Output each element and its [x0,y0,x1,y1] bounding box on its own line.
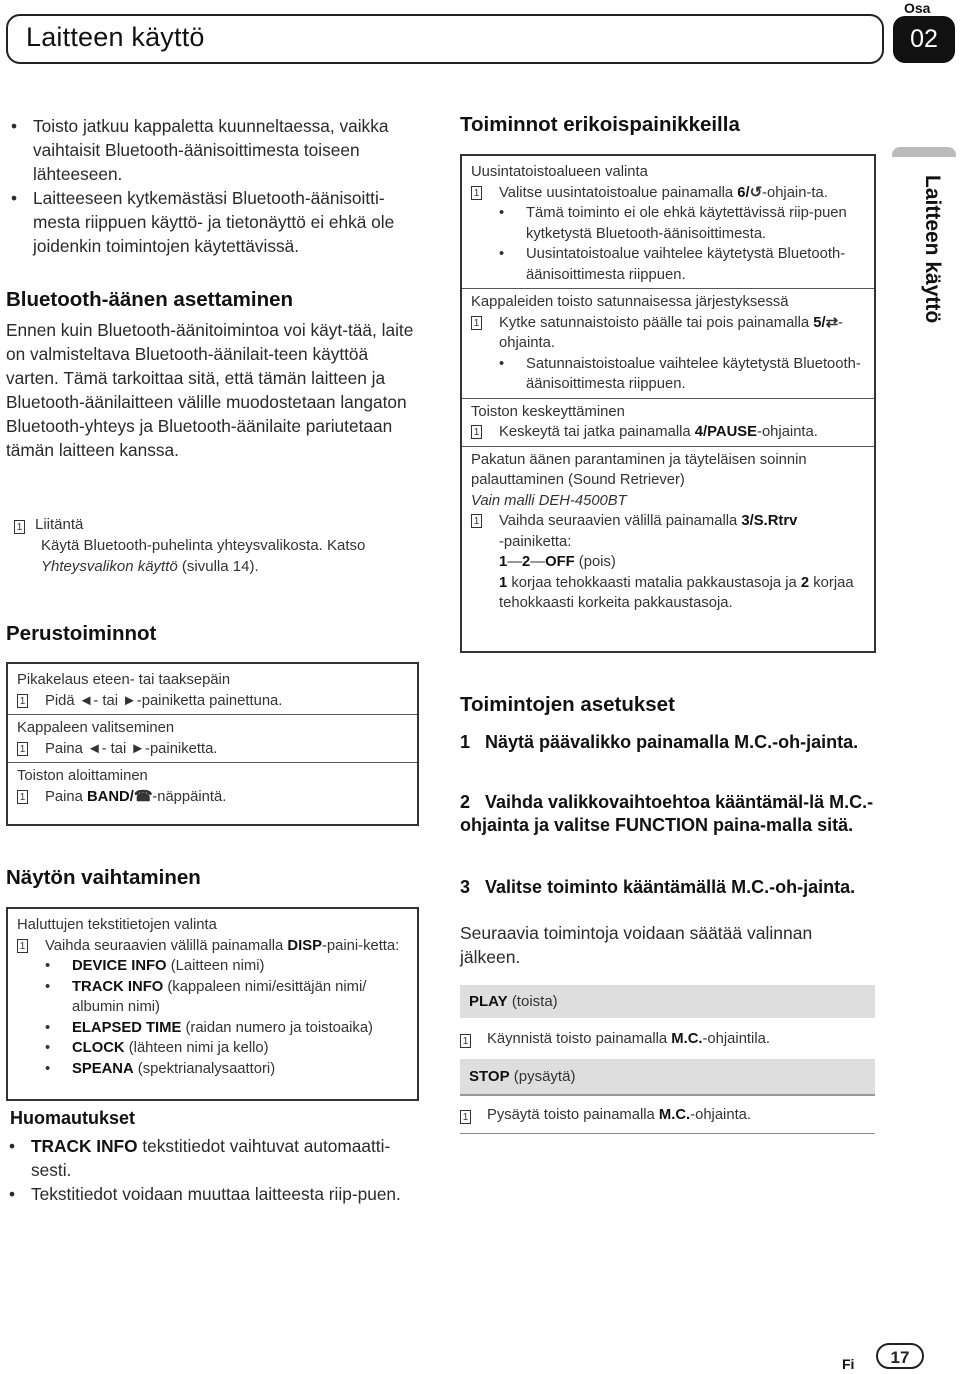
note-key: TRACK INFO [31,1136,138,1156]
step-number: 1 [460,1034,471,1048]
connection-menu-link[interactable]: Yhteysvalikon käyttö [41,558,178,575]
note-item [6,1134,426,1182]
display-mode-list [17,956,417,1079]
random-step-text: Kytke satunnaistoisto päälle tai pois painamalla [499,314,810,331]
stop-desc: (pysäytä) [513,1068,576,1085]
stop-step-suffix: -ohjainta. [690,1107,752,1123]
display-mode-item [45,956,417,977]
shuffle-icon: ⇄ [825,314,838,331]
play-step-text: Käynnistä toisto painamalla [487,1031,668,1047]
sr-step-suffix: -painiketta: [499,533,572,550]
step-text: Vaihda valikkovaihtoehtoa kääntämäl-lä M.C.-ohjainta ja valitse FUNCTION paina-malla sitä. [460,792,874,835]
step-number: 1 [14,520,25,534]
play-step [460,1026,875,1056]
sr-desc-text: korjaa tehokkaasti korkeita pakkaustasoja. [499,574,854,611]
play-start-heading: Toiston aloittaminen [17,768,148,784]
sr-desc-number: 1 [499,574,508,591]
track-select-heading: Kappaleen valitseminen [17,720,175,736]
bluetooth-audio-paragraph: Ennen kuin Bluetooth-äänitoimintoa voi käyt-tää, laite on valmisteltava Bluetooth-äänilait-teen käyttöä varten. Tämä tarkoittaa sitä, että tämän laitteen ja Bluetooth-äänilaitteen välille muodostetaan langaton Bluetooth-yhteys ja Bluetooth-äänilaite pariutetaan tämän laitteen kanssa. [6,320,414,460]
display-change-heading: Näytön vaihtaminen [6,866,201,889]
step-number: 3 [460,877,471,897]
step-number: 1 [460,1110,471,1124]
side-tab-label: Laitteen käyttö [921,175,944,324]
band-key-label: BAND/ [86,788,134,805]
disp-step-suffix: -paini-ketta: [321,937,400,954]
display-mode-desc: (Laitteen nimi) [170,958,265,974]
display-mode-item [45,1059,417,1080]
repeat-notes [471,203,874,285]
repeat-key-label: 6/ [737,184,750,201]
display-change-box [6,907,419,1101]
function-settings-heading: Toimintojen asetukset [460,693,675,716]
note-item [6,1182,426,1206]
repeat-icon: ↺ [749,184,763,201]
bluetooth-audio-heading: Bluetooth-äänen asettaminen [6,288,294,311]
random-note: • Satunnaistoistoalue vaihtelee käytetystä Bluetooth-äänisoittimesta riippuen. [499,354,874,395]
pause-step-text: Keskeytä tai jatka painamalla [499,424,691,440]
play-start-step-text: Paina [45,788,83,805]
play-option-bar [460,985,875,1018]
settings-step-3-desc: Seuraavia toimintoja voidaan säätää valinnan jälkeen. [460,923,813,967]
section-label: Osa [904,0,931,16]
display-mode-key: TRACK INFO [72,978,164,995]
fast-forward-heading: Pikakelaus eteen- tai taaksepäin [17,672,231,688]
sound-retriever-model: Vain malli DEH-4500BT [471,492,627,509]
sr-step-text: Vaihda seuraavien välillä painamalla [499,513,738,529]
connection-step [14,514,424,577]
play-desc: (toista) [511,993,558,1010]
step-text: Valitse toiminto kääntämällä M.C.-oh-jainta. [485,877,856,897]
step-number: 1 [17,790,28,804]
sound-retriever-heading: Pakatun äänen parantaminen ja täyteläisen soinnin palauttaminen (Sound Retriever) [471,451,807,488]
intro-bullet: • Laitteeseen kytkemästäsi Bluetooth-äänisoitti-mesta riippuen käyttö- ja tietonäyttö ei ehkä ole joidenkin toimintojen käytettävissä. [8,186,423,258]
repeat-step-suffix: -ohjain-ta. [762,184,828,201]
play-key: PLAY [469,993,508,1010]
random-step-suffix: -ohjainta. [499,314,843,351]
page-title: Laitteen käyttö [26,22,205,52]
step-number: 2 [460,792,471,812]
sr-key-label: 3/S.Rtrv [741,513,798,529]
basic-functions-box [6,662,419,826]
track-select-step: Paina ◄- tai ►-painiketta. [45,740,218,757]
random-heading: Kappaleiden toisto satunnaisessa järjestyksessä [471,294,789,310]
random-notes [471,354,874,395]
display-mode-key: CLOCK [72,1040,125,1056]
sr-value-desc: (pois) [578,554,616,570]
display-mode-item [45,977,417,1018]
connection-page-ref: (sivulla 14). [181,558,259,575]
stop-bar-underline [460,1094,875,1096]
sr-value: OFF [545,554,575,570]
stop-step-text: Pysäytä toisto painamalla [487,1107,655,1123]
settings-step-1 [460,731,880,754]
step-number: 1 [471,186,482,200]
step-number: 1 [17,742,28,756]
display-mode-key: ELAPSED TIME [72,1019,182,1036]
play-step-suffix: -ohjaintila. [702,1031,770,1047]
repeat-note: • Uusintatoistoalue vaihtelee käytetystä Bluetooth-äänisoittimesta riippuen. [499,244,874,285]
random-key-label: 5/ [813,314,826,331]
repeat-heading: Uusintatoistoalueen valinta [471,164,648,180]
stop-key: STOP [469,1068,510,1085]
page-number: 17 [876,1343,924,1369]
display-mode-desc: (kappaleen nimi/esittäjän nimi/ albumin nimi) [72,978,367,1015]
disp-step-text: Vaihda seuraavien välillä painamalla [45,937,284,954]
sr-desc-text: korjaa tehokkaasti matalia pakkaustasoja ja [511,574,797,591]
phone-icon: ☎ [133,788,153,805]
text-info-heading: Haluttujen tekstitietojen valinta [17,917,217,933]
sr-value: 1 [499,554,508,570]
step-number: 1 [471,316,482,330]
display-mode-item [45,1038,417,1059]
play-step-key: M.C. [671,1031,703,1047]
note-text: tekstitiedot vaihtuvat automaatti-sesti. [31,1136,391,1180]
pause-heading: Toiston keskeyttäminen [471,403,625,420]
connection-label: Liitäntä [35,516,84,533]
intro-bullet: • Toisto jatkuu kappaletta kuunneltaessa, vaikka vaihtaisit Bluetooth-äänisoittimesta toiseen lähteeseen. [8,114,423,186]
step-number: 1 [460,732,471,752]
step-number: 1 [17,694,28,708]
settings-step-2 [460,791,880,837]
step-number: 1 [17,939,28,953]
language-code: Fi [842,1356,855,1372]
display-mode-key: DEVICE INFO [72,958,167,974]
play-start-step-suffix: -näppäintä. [152,788,227,805]
sr-desc-number: 2 [800,574,810,591]
notes-heading: Huomautukset [10,1108,136,1128]
special-buttons-box: Uusintatoistoalueen valinta 1 Valitse uusintatoistoalue painamalla 6/↺-ohjain-ta. • Tämä toiminto ei ole ehkä käytettävissä riip-puen kytketystä Bluetooth-äänisoittimesta. • Uusintatoistoalue vaihtelee käytetystä Bluetooth-äänisoittimesta riippuen. Kappaleiden toisto satunnaisessa järjestyksessä 1 Kytke satunnaistoisto päälle tai pois painamalla 5/⇄-ohjainta. • Satunnaistoistoalue vaihtelee käytetystä Bluetooth-äänisoittimesta riippuen. Toiston keskeyttäminen 1 Keskeytä tai jatka painamalla 4/PAUSE-ohjainta. Pakatun äänen parantaminen ja täyteläisen soinnin palauttaminen (Sound Retriever) Vain malli DEH-4500BT 1 Vaihda seuraavien välillä painamalla 3/S.Rtrv -painiketta: 1—2—OFF (pois) 1 korjaa tehokkaasti matalia pakkaustasoja ja 2 korjaa tehokkaasti korkeita pakkaustasoja. [460,154,876,653]
pause-key-label: 4/PAUSE [694,424,758,440]
note-text: Tekstitiedot voidaan muuttaa laitteesta riip-puen. [31,1184,401,1204]
settings-step-3 [460,876,880,899]
notes-list [6,1134,426,1206]
stop-option-bar [460,1059,875,1094]
intro-bullet-list [8,114,423,258]
display-mode-desc: (raidan numero ja toistoaika) [185,1019,373,1036]
stop-step [460,1102,875,1129]
section-number-badge: 02 [893,16,955,63]
display-mode-key: SPEANA [72,1060,134,1077]
sr-value: 2 [522,554,531,570]
display-mode-desc: (spektrianalysaattori) [137,1060,276,1077]
special-buttons-heading: Toiminnot erikoispainikkeilla [460,113,740,136]
step-text: Näytä päävalikko painamalla M.C.-oh-jainta. [485,732,859,752]
repeat-note: • Tämä toiminto ei ole ehkä käytettävissä riip-puen kytketystä Bluetooth-äänisoittimesta. [499,203,874,244]
connection-text: Käytä Bluetooth-puhelinta yhteysvalikosta. Katso [41,537,366,554]
display-mode-desc: (lähteen nimi ja kello) [128,1040,269,1056]
step-number: 1 [471,425,482,439]
display-mode-item [45,1018,417,1039]
pause-step-suffix: -ohjainta. [757,424,818,440]
fast-forward-step: Pidä ◄- tai ►-painiketta painettuna. [45,692,283,709]
step-number: 1 [471,514,482,528]
repeat-step-text: Valitse uusintatoistoalue painamalla [499,184,734,201]
stop-step-divider [460,1133,875,1134]
side-tab-strip [892,147,956,157]
stop-step-key: M.C. [658,1107,691,1123]
basic-functions-heading: Perustoiminnot [6,622,157,645]
disp-key-label: DISP [287,937,322,954]
